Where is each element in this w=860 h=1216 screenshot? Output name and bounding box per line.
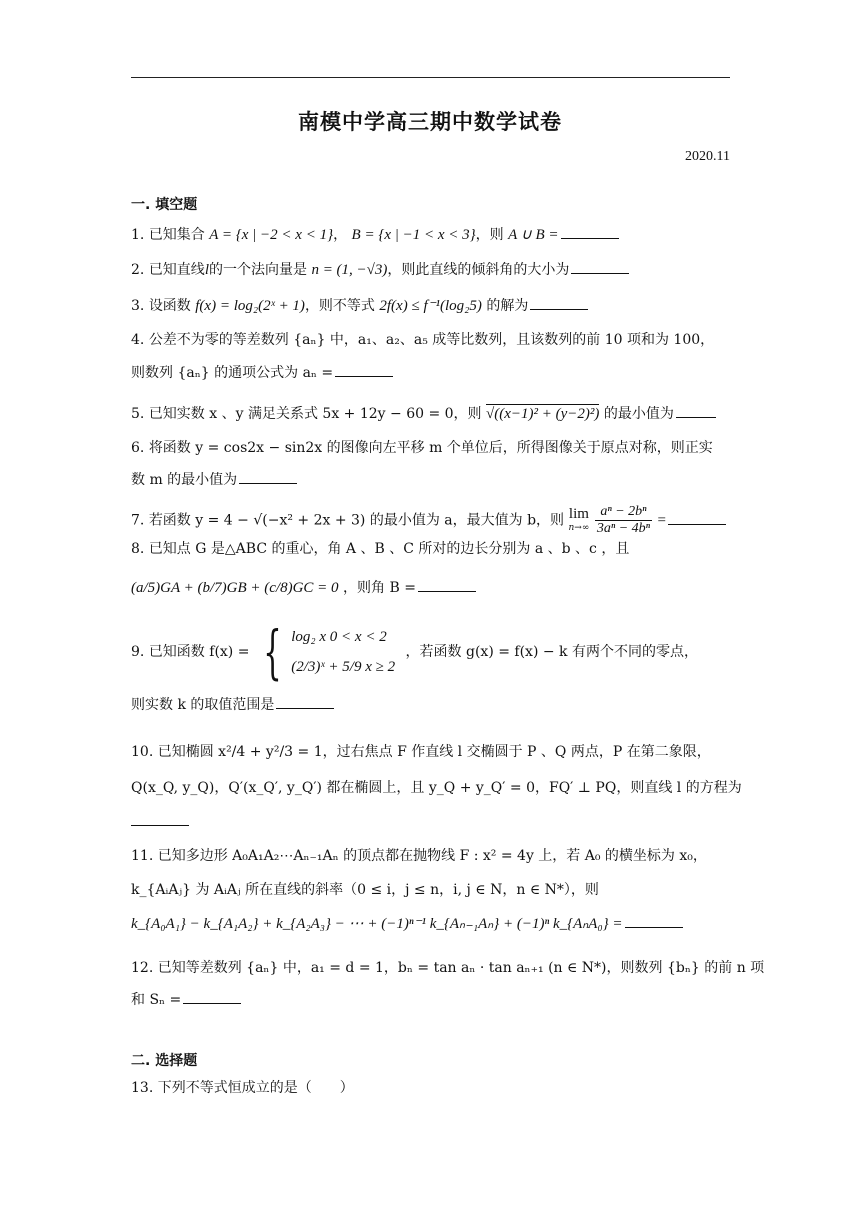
question-4-line-2: 则数列 {aₙ} 的通项公式为 aₙ = [131,363,731,383]
answer-blank [668,523,726,525]
question-10-blank-line [131,812,731,832]
limit-operator: lim n→∞ [568,505,590,533]
answer-blank [625,926,683,928]
piecewise-cases: log₂ x 0 < x < 2 (2/3)ˣ + 5/9 x ≥ 2 [291,629,396,675]
section-heading-multiple-choice: 二. 选择题 [131,1053,198,1069]
question-6: 6. 将函数 y = cos2x − sin2x 的图像向左平移 m 个单位后，所得图像关于原点对称，则正实 [131,440,713,456]
question-5: 5. 已知实数 x 、y 满足关系式 5x + 12y − 60 = 0，则 √((x−1)² + (y−2)²) 的最小值为 [131,404,731,424]
question-7: 7. 若函数 y = 4 − √(−x² + 2x + 3) 的最小值为 a，最大值为 b，则 lim n→∞ $\frac{\text{aⁿ − 2bⁿ}}{\text{3aⁿ − 4bⁿ}}$ = [131,504,731,537]
question-11-line-3: k_{A₀A₁} − k_{A₁A₂} + k_{A₂A₃} − ⋯ + (−1)ⁿ⁻¹ k_{Aₙ₋₁Aₙ} + (−1)ⁿ k_{AₙA₀} = [131,914,731,934]
question-11: 11. 已知多边形 A₀A₁A₂⋯Aₙ₋₁Aₙ 的顶点都在抛物线 F : x² = 4y 上，若 A₀ 的横坐标为 x₀， [131,848,707,864]
question-11-line-2: k_{AᵢAⱼ} 为 AᵢAⱼ 所在直线的斜率（0 ≤ i，j ≤ n，i, j ∈ N，n ∈ N*），则 [131,882,599,898]
limit-fraction: $\frac{\text{aⁿ − 2bⁿ}}{\text{3aⁿ − 4bⁿ}}$ [596,504,651,536]
question-8: 8. 已知点 G 是△ABC 的重心，角 A 、B 、C 所对的边长分别为 a 、b 、c ，且 [131,541,630,557]
answer-blank [239,482,297,484]
question-9-line-2: 则实数 k 的取值范围是 [131,695,731,715]
answer-blank [530,308,588,310]
question-12-line-2: 和 Sₙ = [131,990,731,1010]
answer-blank [131,824,189,826]
question-4: 4. 公差不为零的等差数列 {aₙ} 中，a₁、a₂、a₅ 成等比数列，且该数列的前 10 项和为 100， [131,332,715,348]
answer-blank [276,707,334,709]
answer-blank [561,237,619,239]
question-2: 2. 已知直线l的一个法向量是 n = (1, −√3)，则此直线的倾斜角的大小为 [131,260,731,280]
question-8-line-2: (a/5)GA + (b/7)GB + (c/8)GC = 0 ，则角 B = [131,578,731,598]
question-3: 3. 设函数 f(x) = log₂(2ˣ + 1)，则不等式 2f(x) ≤ f⁻¹(log₂5) 的解为 [131,296,731,316]
answer-blank [183,1002,241,1004]
answer-blank [676,416,716,418]
question-10-line-2: Q(x_Q, y_Q)，Q′(x_Q′, y_Q′) 都在椭圆上，且 y_Q + y_Q′ = 0，FQ′ ⊥ PQ，则直线 l 的方程为 [131,780,742,796]
answer-blank [571,272,629,274]
piecewise-brace: { [263,618,282,686]
question-13: 13. 下列不等式恒成立的是（ ） [131,1080,354,1096]
question-9: 9. 已知函数 f(x) = { log₂ x 0 < x < 2 (2/3)ˣ + 5/9 x ≥ 2 ，若函数 g(x) = f(x) − k 有两个不同的零点， [131,618,698,686]
page-title: 南模中学高三期中数学试卷 [298,110,562,134]
answer-blank [335,375,393,377]
header-rule [131,77,730,78]
question-6-line-2: 数 m 的最小值为 [131,470,731,490]
section-heading-fill-in: 一. 填空题 [131,197,198,213]
exam-date: 2020.11 [685,149,730,164]
answer-blank [418,590,476,592]
question-12: 12. 已知等差数列 {aₙ} 中，a₁ = d = 1，bₙ = tan aₙ · tan aₙ₊₁ (n ∈ N*)，则数列 {bₙ} 的前 n 项 [131,960,765,976]
question-1: 1. 已知集合 A = {x | −2 < x < 1}， B = {x | −1 < x < 3}，则 A ∪ B = [131,225,731,245]
question-10: 10. 已知椭圆 x²/4 + y²/3 = 1，过右焦点 F 作直线 l 交椭圆于 P 、Q 两点，P 在第二象限， [131,744,711,760]
